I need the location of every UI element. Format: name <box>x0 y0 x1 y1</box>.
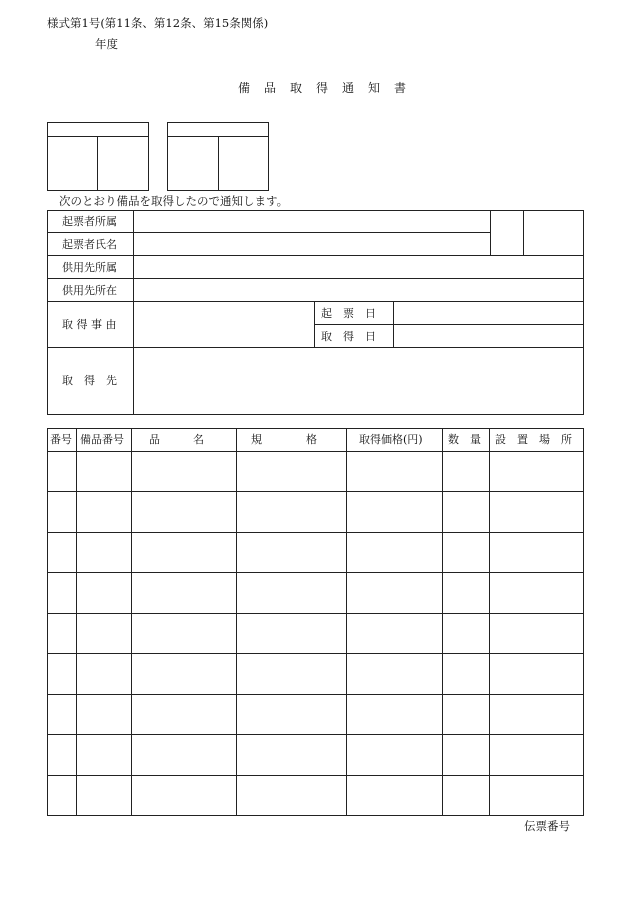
col-header-price: 取得価格(円) <box>359 433 423 446</box>
user-dept-field[interactable] <box>134 256 583 277</box>
acquisition-date-field[interactable] <box>394 325 583 346</box>
col-header-asset-number: 備品番号 <box>80 433 124 446</box>
user-dept-label: 供用先所属 <box>62 261 117 274</box>
acquisition-date-label: 取 得 日 <box>321 330 376 343</box>
draft-date-label: 起 票 日 <box>321 307 376 320</box>
drafter-dept-label: 起票者所属 <box>62 215 117 228</box>
drafter-name-label: 起票者氏名 <box>62 238 117 251</box>
intro-text: 次のとおり備品を取得したので通知します。 <box>59 194 289 208</box>
acquisition-reason-label: 取 得 事 由 <box>62 318 117 331</box>
document-title: 備 品 取 得 通 知 書 <box>238 81 408 95</box>
col-header-number: 番号 <box>50 433 72 446</box>
user-location-field[interactable] <box>134 279 583 300</box>
col-header-spec: 規 格 <box>251 433 317 446</box>
draft-date-field[interactable] <box>394 302 583 323</box>
col-header-location: 設 置 場 所 <box>495 433 572 446</box>
acquired-from-field[interactable] <box>134 348 583 414</box>
drafter-dept-field[interactable] <box>134 211 489 232</box>
form-reference: 様式第1号(第11条、第12条、第15条関係) <box>47 16 269 30</box>
fiscal-year-label: 年度 <box>95 37 118 51</box>
slip-number-label: 伝票番号 <box>524 819 570 833</box>
drafter-name-field[interactable] <box>134 233 489 254</box>
user-location-label: 供用先所在 <box>62 284 117 297</box>
col-header-item-name: 品 名 <box>149 433 204 446</box>
acquired-from-label: 取 得 先 <box>62 374 117 387</box>
col-header-quantity: 数 量 <box>448 433 481 446</box>
acquisition-reason-field[interactable] <box>134 302 313 346</box>
